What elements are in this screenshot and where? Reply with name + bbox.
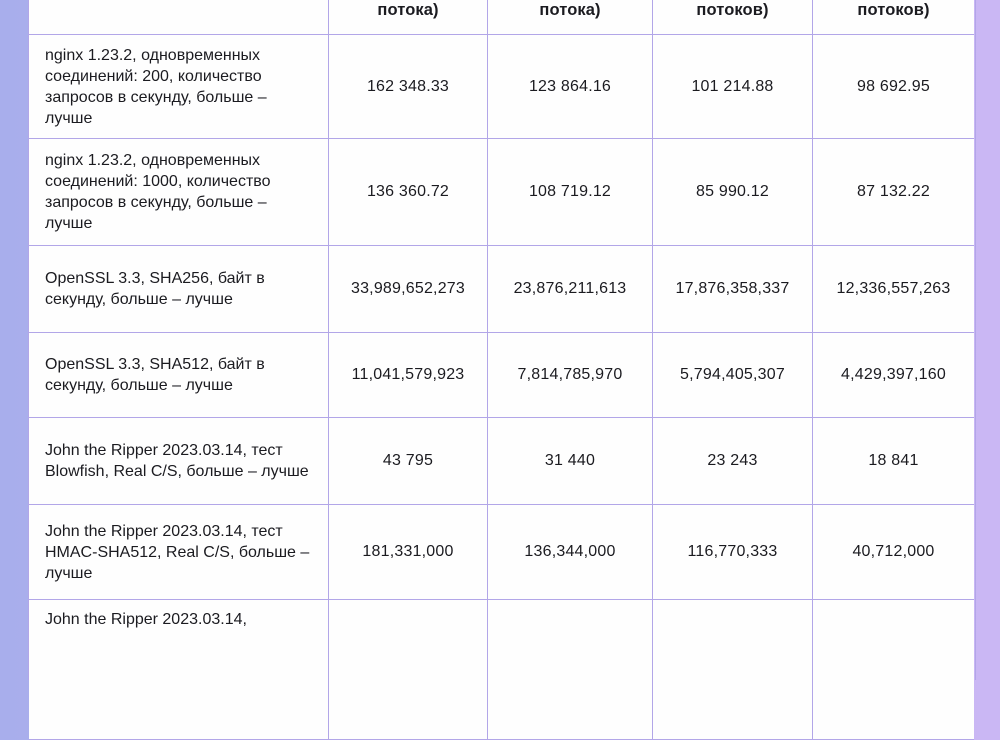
test-name-cell: John the Ripper 2023.03.14, тест Blowfish, Real C/S, больше – лучше [29, 418, 329, 505]
value-cell [813, 600, 974, 740]
value-cell: 33,989,652,273 [329, 246, 488, 333]
column-header-1: потока) [329, 0, 488, 35]
column-header-test [29, 0, 329, 35]
value-cell: 23 243 [653, 418, 813, 505]
value-cell: 136,344,000 [488, 505, 653, 600]
value-cell: 4,429,397,160 [813, 333, 974, 418]
column-header-4: потоков) [813, 0, 974, 35]
value-cell: 101 214.88 [653, 35, 813, 139]
value-cell: 162 348.33 [329, 35, 488, 139]
value-cell: 108 719.12 [488, 139, 653, 246]
value-cell: 98 692.95 [813, 35, 974, 139]
test-name-cell: nginx 1.23.2, одновременных соединений: 200, количество запросов в секунду, больше – лучше [29, 35, 329, 139]
value-cell: 11,041,579,923 [329, 333, 488, 418]
value-cell: 43 795 [329, 418, 488, 505]
value-cell: 17,876,358,337 [653, 246, 813, 333]
value-cell: 40,712,000 [813, 505, 974, 600]
value-cell: 85 990.12 [653, 139, 813, 246]
value-cell: 12,336,557,263 [813, 246, 974, 333]
value-cell: 5,794,405,307 [653, 333, 813, 418]
test-name-cell: John the Ripper 2023.03.14, [29, 600, 329, 740]
value-cell: 23,876,211,613 [488, 246, 653, 333]
test-name-cell: OpenSSL 3.3, SHA256, байт в секунду, больше – лучше [29, 246, 329, 333]
value-cell: 31 440 [488, 418, 653, 505]
value-cell: 136 360.72 [329, 139, 488, 246]
value-cell: 7,814,785,970 [488, 333, 653, 418]
value-cell: 87 132.22 [813, 139, 974, 246]
value-cell: 116,770,333 [653, 505, 813, 600]
test-name-cell: John the Ripper 2023.03.14, тест HMAC-SHA512, Real C/S, больше – лучше [29, 505, 329, 600]
test-name-cell: nginx 1.23.2, одновременных соединений: 1000, количество запросов в секунду, больше – лучше [29, 139, 329, 246]
value-cell: 18 841 [813, 418, 974, 505]
value-cell [329, 600, 488, 740]
value-cell [653, 600, 813, 740]
column-header-3: потоков) [653, 0, 813, 35]
value-cell: 181,331,000 [329, 505, 488, 600]
column-header-2: потока) [488, 0, 653, 35]
benchmark-table [28, 0, 976, 680]
value-cell: 123 864.16 [488, 35, 653, 139]
value-cell [488, 600, 653, 740]
test-name-cell: OpenSSL 3.3, SHA512, байт в секунду, больше – лучше [29, 333, 329, 418]
